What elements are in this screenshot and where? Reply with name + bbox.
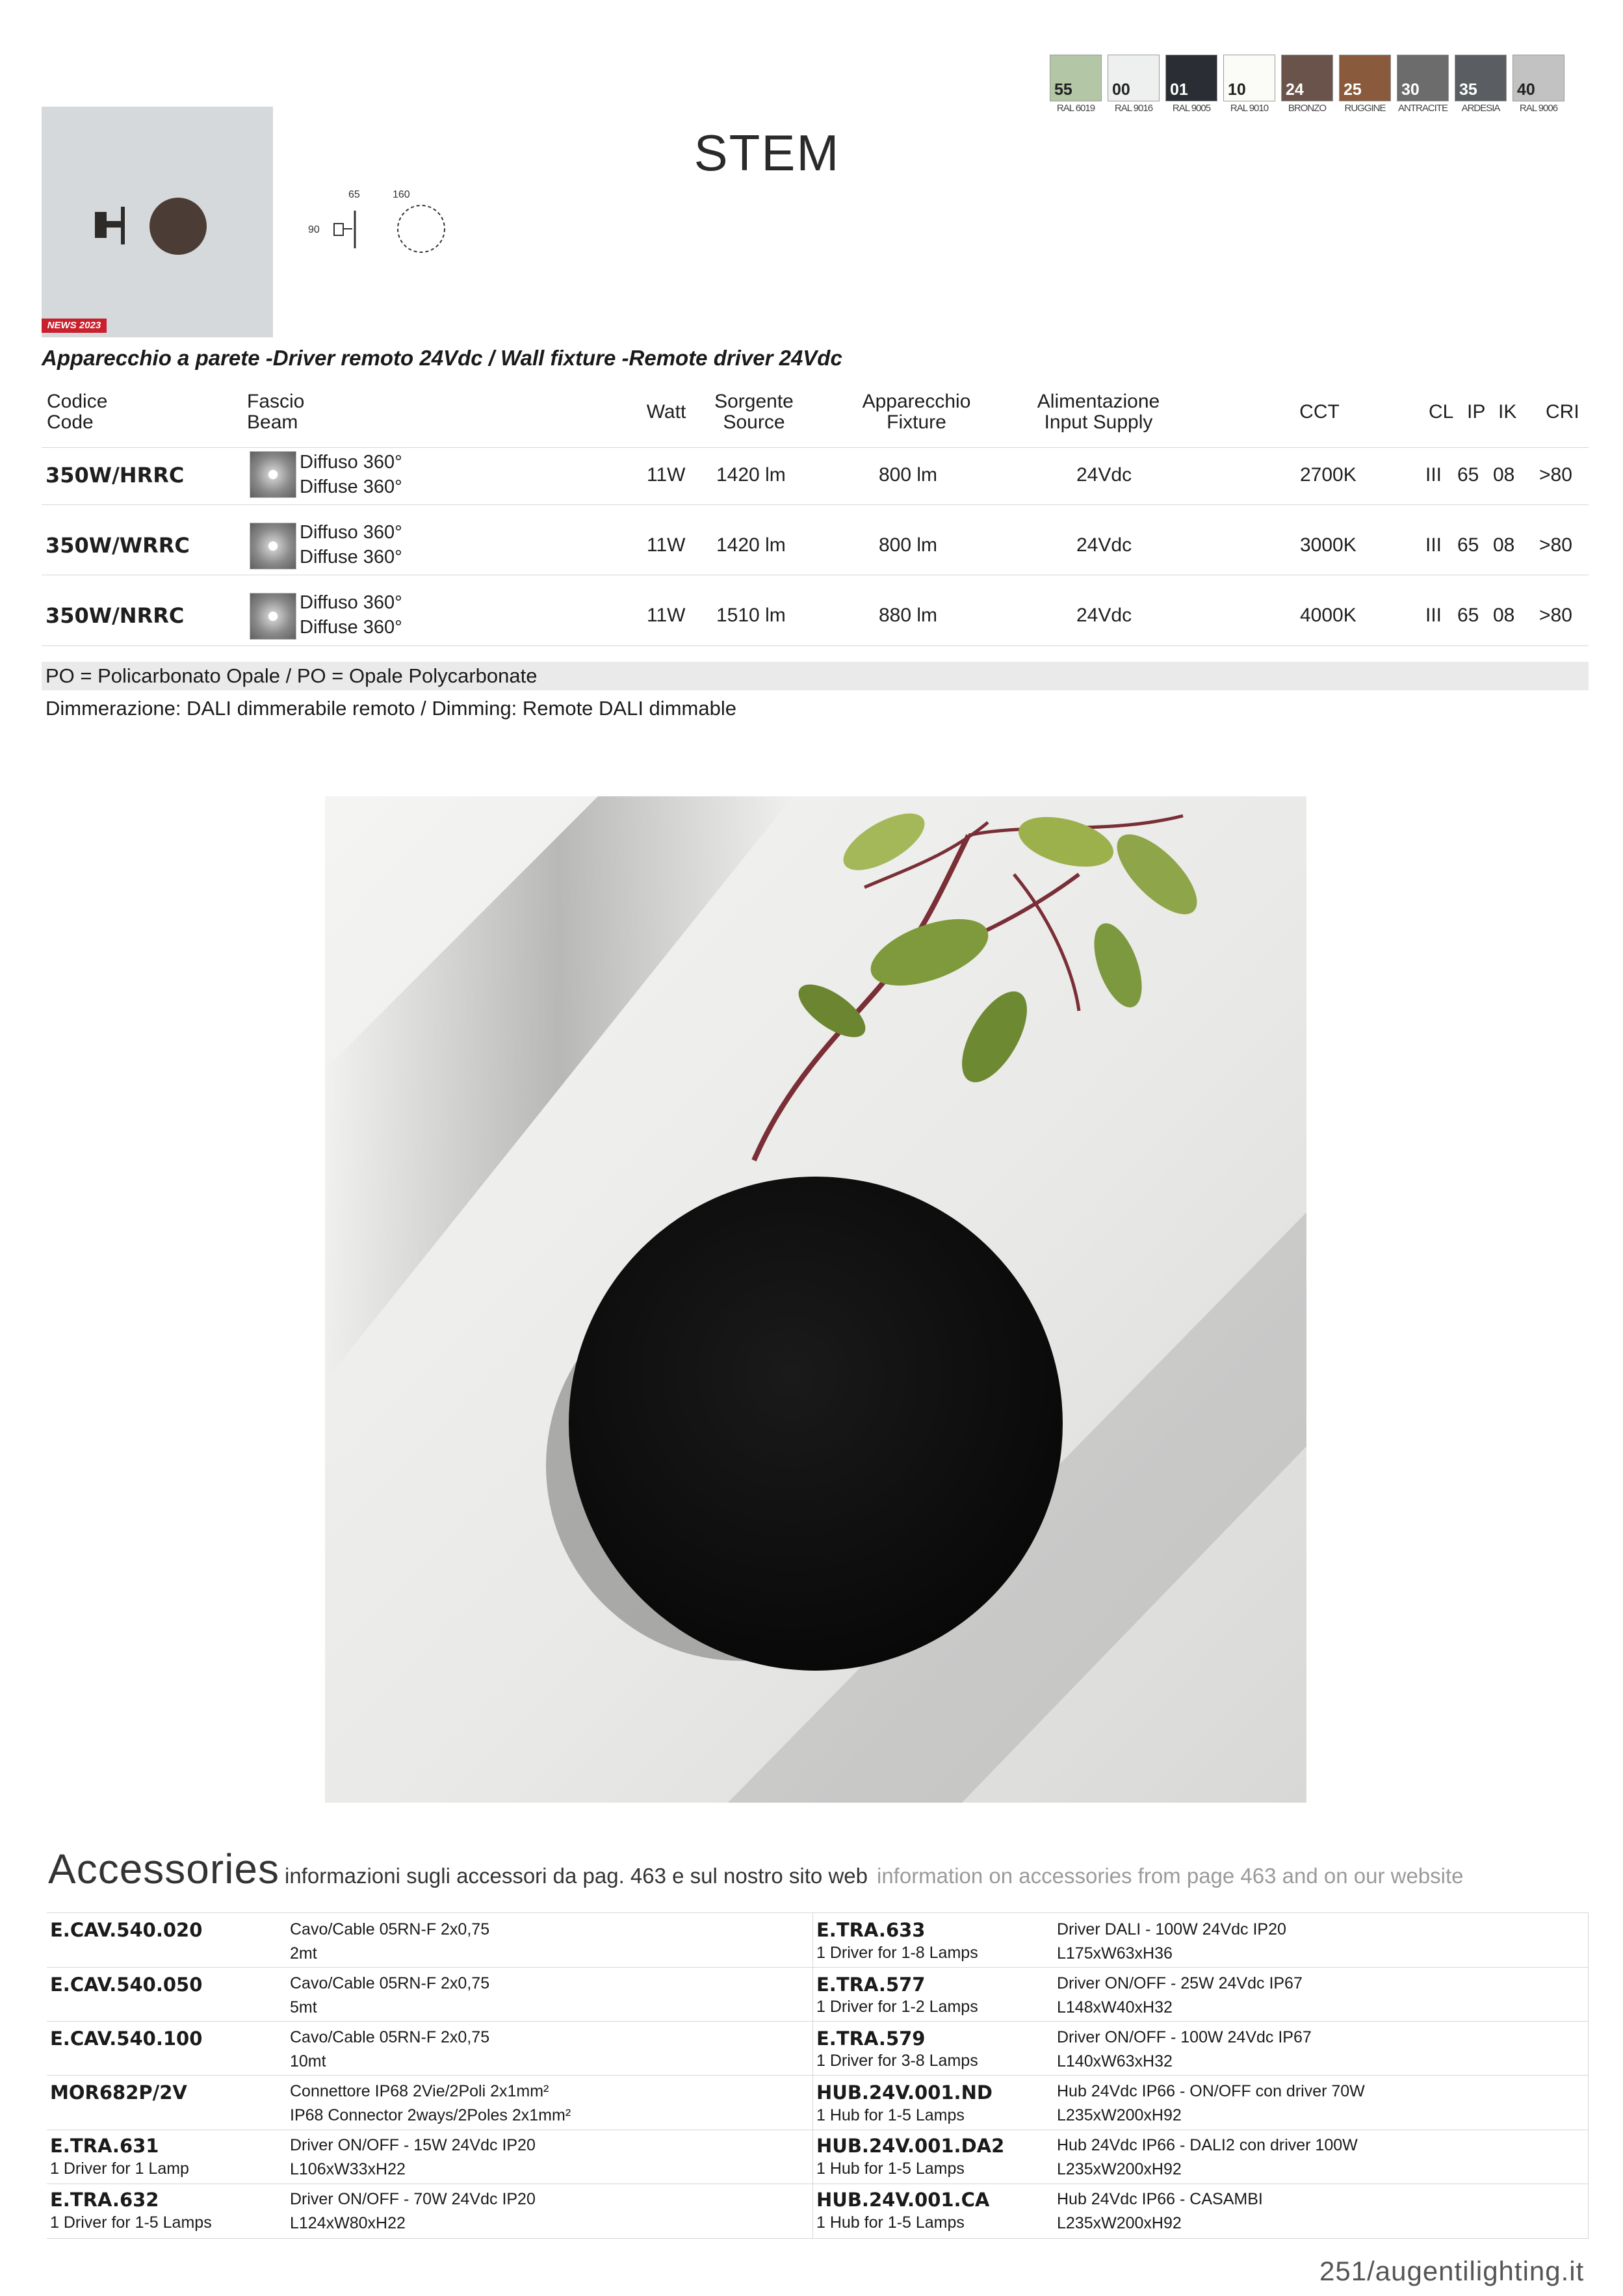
accessory-sub: 1 Driver for 1-5 Lamps	[50, 2213, 212, 2232]
product-code: 350W/NRRC	[45, 603, 185, 628]
dimension-base: 90	[308, 224, 320, 235]
acc-divider	[47, 1912, 1589, 1913]
ip-value: 65	[1457, 534, 1479, 556]
acc-column-divider	[1588, 1912, 1589, 2239]
swatch-code: 24	[1286, 81, 1304, 99]
accessory-desc: Connettore IP68 2Vie/2Poli 2x1mm² IP68 Connector 2ways/2Poles 2x1mm²	[290, 2082, 571, 2124]
row-divider	[42, 504, 1589, 505]
accessory-code: HUB.24V.001.ND	[816, 2081, 993, 2104]
swatch-ral: RAL 9005	[1172, 103, 1211, 114]
accessory-sub: 1 Driver for 1-2 Lamps	[816, 1998, 978, 2016]
accessory-sub: 1 Hub for 1-5 Lamps	[816, 2213, 965, 2232]
swatch-ral: RUGGINE	[1344, 103, 1386, 114]
accessories-info-it: informazioni sugli accessori da pag. 463 e sul nostro sito web	[285, 1864, 868, 1888]
row-divider	[42, 447, 1589, 448]
swatch-code: 40	[1517, 81, 1535, 99]
watt-value: 11W	[647, 534, 686, 556]
page-footer: 251/augentilighting.it	[1319, 2256, 1585, 2286]
supply-value: 24Vdc	[1076, 534, 1132, 556]
cl-value: III	[1425, 534, 1442, 556]
col-header-cct: CCT	[1299, 401, 1340, 423]
swatch-color	[1397, 55, 1449, 101]
accessory-desc: Cavo/Cable 05RN-F 2x0,75 10mt	[290, 2028, 490, 2070]
cri-value: >80	[1539, 605, 1572, 626]
swatch	[1513, 55, 1565, 114]
beam-label: Diffuso 360° Diffuse 360°	[300, 592, 402, 638]
acc-divider	[47, 2075, 1589, 2076]
beam-label: Diffuso 360° Diffuse 360°	[300, 452, 402, 497]
photo-lamp-disc	[569, 1177, 1063, 1671]
technical-drawing	[308, 186, 451, 257]
accessory-desc: Driver ON/OFF - 100W 24Vdc IP67 L140xW63xH32	[1057, 2028, 1312, 2070]
accessory-desc: Driver DALI - 100W 24Vdc IP20 L175xW63xH36	[1057, 1920, 1286, 1963]
product-thumbnail	[42, 107, 273, 337]
drawing-front-circle	[398, 205, 445, 252]
swatch-ral: BRONZO	[1288, 103, 1327, 114]
accessory-code: E.CAV.540.100	[50, 2028, 203, 2050]
accessories-heading	[48, 1845, 1464, 1893]
source-lumen: 1420 lm	[716, 464, 786, 486]
beam-label: Diffuso 360° Diffuse 360°	[300, 522, 402, 567]
fixture-lumen: 880 lm	[879, 605, 938, 626]
supply-value: 24Vdc	[1076, 605, 1132, 626]
ip-value: 65	[1457, 605, 1479, 626]
swatch	[1281, 55, 1333, 114]
accessories-title: Accessories	[48, 1846, 279, 1892]
swatch-code: 00	[1112, 81, 1130, 99]
swatch-code: 30	[1401, 81, 1420, 99]
cct-value: 2700K	[1300, 464, 1357, 486]
source-lumen: 1420 lm	[716, 534, 786, 556]
note-polycarbonate: PO = Policarbonato Opale / PO = Opale Polycarbonate	[42, 662, 1589, 690]
acc-divider	[47, 2021, 1589, 2022]
accessory-sub: 1 Driver for 1 Lamp	[50, 2159, 189, 2178]
swatch-code: 25	[1344, 81, 1362, 99]
swatch	[1050, 55, 1102, 114]
dimension-diameter: 160	[393, 189, 410, 200]
product-title: STEM	[694, 124, 840, 181]
fixture-lumen: 800 lm	[879, 464, 938, 486]
news-badge: NEWS 2023	[42, 319, 107, 333]
col-header-supply: Alimentazione Input Supply	[1037, 391, 1160, 433]
drawing-base	[334, 224, 343, 235]
watt-value: 11W	[647, 605, 686, 626]
col-header-cri: CRI	[1546, 401, 1579, 423]
col-header-code: Codice Code	[47, 391, 108, 433]
swatch-ral: RAL 9006	[1519, 103, 1558, 114]
accessory-desc: Cavo/Cable 05RN-F 2x0,75 5mt	[290, 1974, 490, 2016]
col-header-beam: Fascio Beam	[247, 391, 305, 433]
accessory-desc: Driver ON/OFF - 70W 24Vdc IP20 L124xW80xH22	[290, 2190, 536, 2232]
product-code: 350W/WRRC	[45, 533, 190, 558]
swatch	[1397, 55, 1449, 114]
ik-value: 08	[1493, 605, 1515, 626]
cri-value: >80	[1539, 534, 1572, 556]
dimension-depth: 65	[348, 189, 360, 200]
acc-divider	[47, 2238, 1589, 2239]
accessory-code: E.TRA.633	[816, 1919, 926, 1941]
swatch	[1455, 55, 1507, 114]
swatch-color	[1513, 55, 1565, 101]
thumbnail-plate	[121, 207, 125, 244]
swatch-color	[1223, 55, 1275, 101]
accessory-code: HUB.24V.001.DA2	[816, 2135, 1005, 2157]
swatch-ral: RAL 9010	[1230, 103, 1269, 114]
acc-column-divider	[812, 1912, 813, 2239]
accessory-desc: Driver ON/OFF - 15W 24Vdc IP20 L106xW33xH22	[290, 2136, 536, 2178]
accessory-code: HUB.24V.001.CA	[816, 2189, 990, 2211]
accessory-code: E.CAV.540.020	[50, 1919, 203, 1941]
beam-icon	[250, 523, 296, 569]
product-code: 350W/HRRC	[45, 463, 185, 488]
accessory-desc: Driver ON/OFF - 25W 24Vdc IP67 L148xW40xH32	[1057, 1974, 1303, 2016]
acc-divider	[47, 1967, 1589, 1968]
swatch-color	[1339, 55, 1391, 101]
swatch-ral: ANTRACITE	[1397, 103, 1448, 114]
accessory-sub: 1 Driver for 1-8 Lamps	[816, 1944, 978, 1962]
col-header-fixture: Apparecchio Fixture	[862, 391, 971, 433]
fixture-lumen: 800 lm	[879, 534, 938, 556]
beam-icon	[250, 593, 296, 640]
swatch-color	[1455, 55, 1507, 101]
swatch	[1223, 55, 1275, 114]
swatch-color	[1108, 55, 1160, 101]
product-photo	[325, 796, 1306, 1803]
accessory-code: E.TRA.579	[816, 2028, 926, 2050]
swatch-ral: RAL 9016	[1114, 103, 1153, 114]
product-subtitle: Apparecchio a parete -Driver remoto 24Vdc / Wall fixture -Remote driver 24Vdc	[42, 346, 842, 370]
thumbnail-disc	[149, 198, 207, 255]
swatch-color	[1165, 55, 1217, 101]
finish-swatches	[1050, 55, 1565, 114]
accessories-info-en: information on accessories from page 463 and on our website	[876, 1864, 1464, 1888]
accessory-sub: 1 Driver for 3-8 Lamps	[816, 2052, 978, 2070]
accessory-desc: Hub 24Vdc IP66 - CASAMBI L235xW200xH92	[1057, 2190, 1263, 2232]
ik-value: 08	[1493, 534, 1515, 556]
accessory-code: E.TRA.577	[816, 1974, 926, 1996]
accessory-sub: 1 Hub for 1-5 Lamps	[816, 2106, 965, 2124]
ik-value: 08	[1493, 464, 1515, 486]
swatch-ral: ARDESIA	[1461, 103, 1500, 114]
swatch	[1339, 55, 1391, 114]
swatch-ral: RAL 6019	[1056, 103, 1095, 114]
swatch-code: 01	[1170, 81, 1188, 99]
accessory-code: E.TRA.632	[50, 2189, 159, 2211]
col-header-source: Sorgente Source	[714, 391, 794, 433]
col-header-cl: CL	[1429, 401, 1454, 423]
beam-icon	[250, 451, 296, 498]
note-dimming: Dimmerazione: DALI dimmerabile remoto / Dimming: Remote DALI dimmable	[45, 697, 736, 720]
source-lumen: 1510 lm	[716, 605, 786, 626]
col-header-ip: IP	[1467, 401, 1486, 423]
col-header-watt: Watt	[646, 401, 686, 423]
accessory-desc: Cavo/Cable 05RN-F 2x0,75 2mt	[290, 1920, 490, 1963]
watt-value: 11W	[647, 464, 686, 486]
col-header-ik: IK	[1498, 401, 1517, 423]
cl-value: III	[1425, 464, 1442, 486]
cri-value: >80	[1539, 464, 1572, 486]
supply-value: 24Vdc	[1076, 464, 1132, 486]
accessory-desc: Hub 24Vdc IP66 - ON/OFF con driver 70W L235xW200xH92	[1057, 2082, 1365, 2124]
ip-value: 65	[1457, 464, 1479, 486]
swatch-code: 55	[1054, 81, 1072, 99]
accessory-code: MOR682P/2V	[50, 2081, 187, 2104]
swatch	[1108, 55, 1160, 114]
swatch	[1165, 55, 1217, 114]
swatch-color	[1281, 55, 1333, 101]
swatch-code: 35	[1459, 81, 1477, 99]
accessory-sub: 1 Hub for 1-5 Lamps	[816, 2159, 965, 2178]
swatch-color	[1050, 55, 1102, 101]
accessory-code: E.TRA.631	[50, 2135, 159, 2157]
cct-value: 3000K	[1300, 534, 1357, 556]
accessory-code: E.CAV.540.050	[50, 1974, 203, 1996]
cl-value: III	[1425, 605, 1442, 626]
swatch-code: 10	[1228, 81, 1246, 99]
cct-value: 4000K	[1300, 605, 1357, 626]
accessory-desc: Hub 24Vdc IP66 - DALI2 con driver 100W L235xW200xH92	[1057, 2136, 1358, 2178]
